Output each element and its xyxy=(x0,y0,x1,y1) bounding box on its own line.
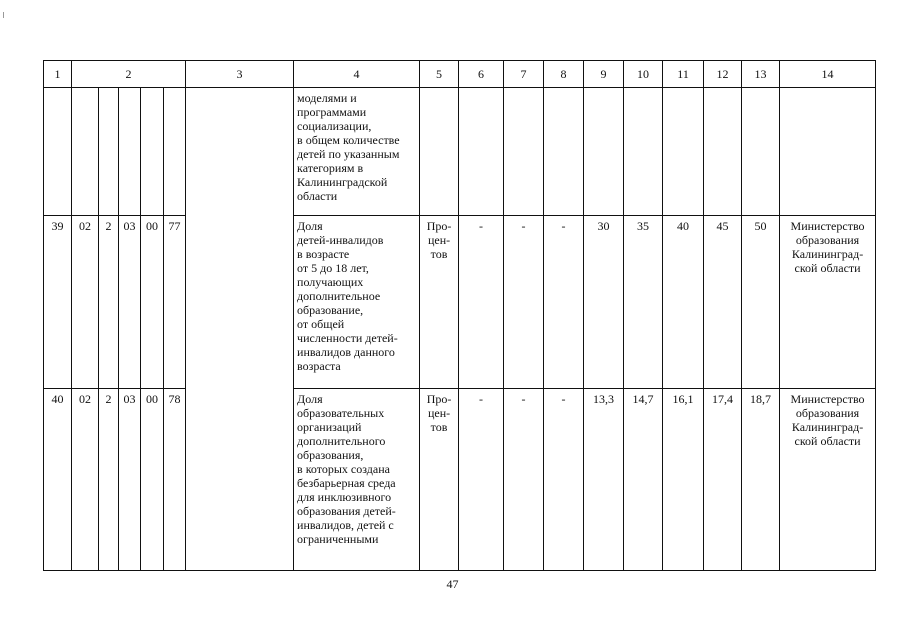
empty-cell xyxy=(141,88,164,216)
empty-cell xyxy=(742,88,780,216)
empty-cell xyxy=(544,88,584,216)
unit-cell: Про- цен- тов xyxy=(420,389,459,571)
value-cell: 18,7 xyxy=(742,389,780,571)
header-row xyxy=(44,61,876,88)
value-cell: - xyxy=(544,216,584,389)
code-part: 78 xyxy=(164,389,186,571)
value-cell: 50 xyxy=(742,216,780,389)
indicator-table xyxy=(43,60,876,571)
unit-cell: Про- цен- тов xyxy=(420,216,459,389)
code-part: 02 xyxy=(72,216,99,389)
code-part: 00 xyxy=(141,389,164,571)
value-cell: 45 xyxy=(704,216,742,389)
header-cell: 10 xyxy=(624,61,663,88)
header-cell: 8 xyxy=(544,61,584,88)
scan-edge-mark xyxy=(3,12,4,18)
code-part: 03 xyxy=(119,389,141,571)
empty-cell xyxy=(704,88,742,216)
empty-cell xyxy=(584,88,624,216)
empty-cell xyxy=(44,88,72,216)
empty-cell xyxy=(459,88,504,216)
value-cell: - xyxy=(504,216,544,389)
table-row xyxy=(44,389,876,571)
value-cell: - xyxy=(544,389,584,571)
value-cell: 35 xyxy=(624,216,663,389)
code-part: 2 xyxy=(99,389,119,571)
empty-cell xyxy=(164,88,186,216)
indicator-text: Доля образовательных организаций дополнительного образования, в которых создана безбарьерная среда для инклюзивного образования детей- инвалидов, детей с ограниченными xyxy=(294,389,420,571)
header-cell: 6 xyxy=(459,61,504,88)
header-cell: 12 xyxy=(704,61,742,88)
header-cell: 5 xyxy=(420,61,459,88)
page-number: 47 xyxy=(446,577,459,591)
table-row xyxy=(44,216,876,389)
value-cell: 40 xyxy=(663,216,704,389)
empty-cell xyxy=(119,88,141,216)
code-part: 03 xyxy=(119,216,141,389)
header-cell: 3 xyxy=(186,61,294,88)
header-cell: 4 xyxy=(294,61,420,88)
code-part: 2 xyxy=(99,216,119,389)
continued-row xyxy=(44,88,876,216)
empty-cell xyxy=(420,88,459,216)
header-cell: 14 xyxy=(780,61,876,88)
row-number: 40 xyxy=(44,389,72,571)
responsible-cell: Министерство образования Калининград- ской области xyxy=(780,216,876,389)
header-cell: 11 xyxy=(663,61,704,88)
value-cell: 13,3 xyxy=(584,389,624,571)
row-number: 39 xyxy=(44,216,72,389)
value-cell: - xyxy=(459,216,504,389)
code-part: 02 xyxy=(72,389,99,571)
code-part: 77 xyxy=(164,216,186,389)
indicator-text: моделями и программами социализации, в общем количестве детей по указанным категориям в Калининградской области xyxy=(294,88,420,216)
empty-cell xyxy=(504,88,544,216)
value-cell: - xyxy=(459,389,504,571)
empty-cell xyxy=(72,88,99,216)
header-cell: 2 xyxy=(72,61,186,88)
empty-cell xyxy=(663,88,704,216)
value-cell: 14,7 xyxy=(624,389,663,571)
code-part: 00 xyxy=(141,216,164,389)
value-cell: 17,4 xyxy=(704,389,742,571)
value-cell: - xyxy=(504,389,544,571)
column-3-cell xyxy=(186,88,294,571)
responsible-cell: Министерство образования Калининград- ской области xyxy=(780,389,876,571)
empty-cell xyxy=(780,88,876,216)
indicator-text: Доля детей-инвалидов в возрасте от 5 до 18 лет, получающих дополнительное образование, от общей численности детей- инвалидов данного возраста xyxy=(294,216,420,389)
header-cell: 9 xyxy=(584,61,624,88)
empty-cell xyxy=(99,88,119,216)
header-cell: 13 xyxy=(742,61,780,88)
value-cell: 16,1 xyxy=(663,389,704,571)
header-cell: 7 xyxy=(504,61,544,88)
value-cell: 30 xyxy=(584,216,624,389)
header-cell: 1 xyxy=(44,61,72,88)
empty-cell xyxy=(624,88,663,216)
